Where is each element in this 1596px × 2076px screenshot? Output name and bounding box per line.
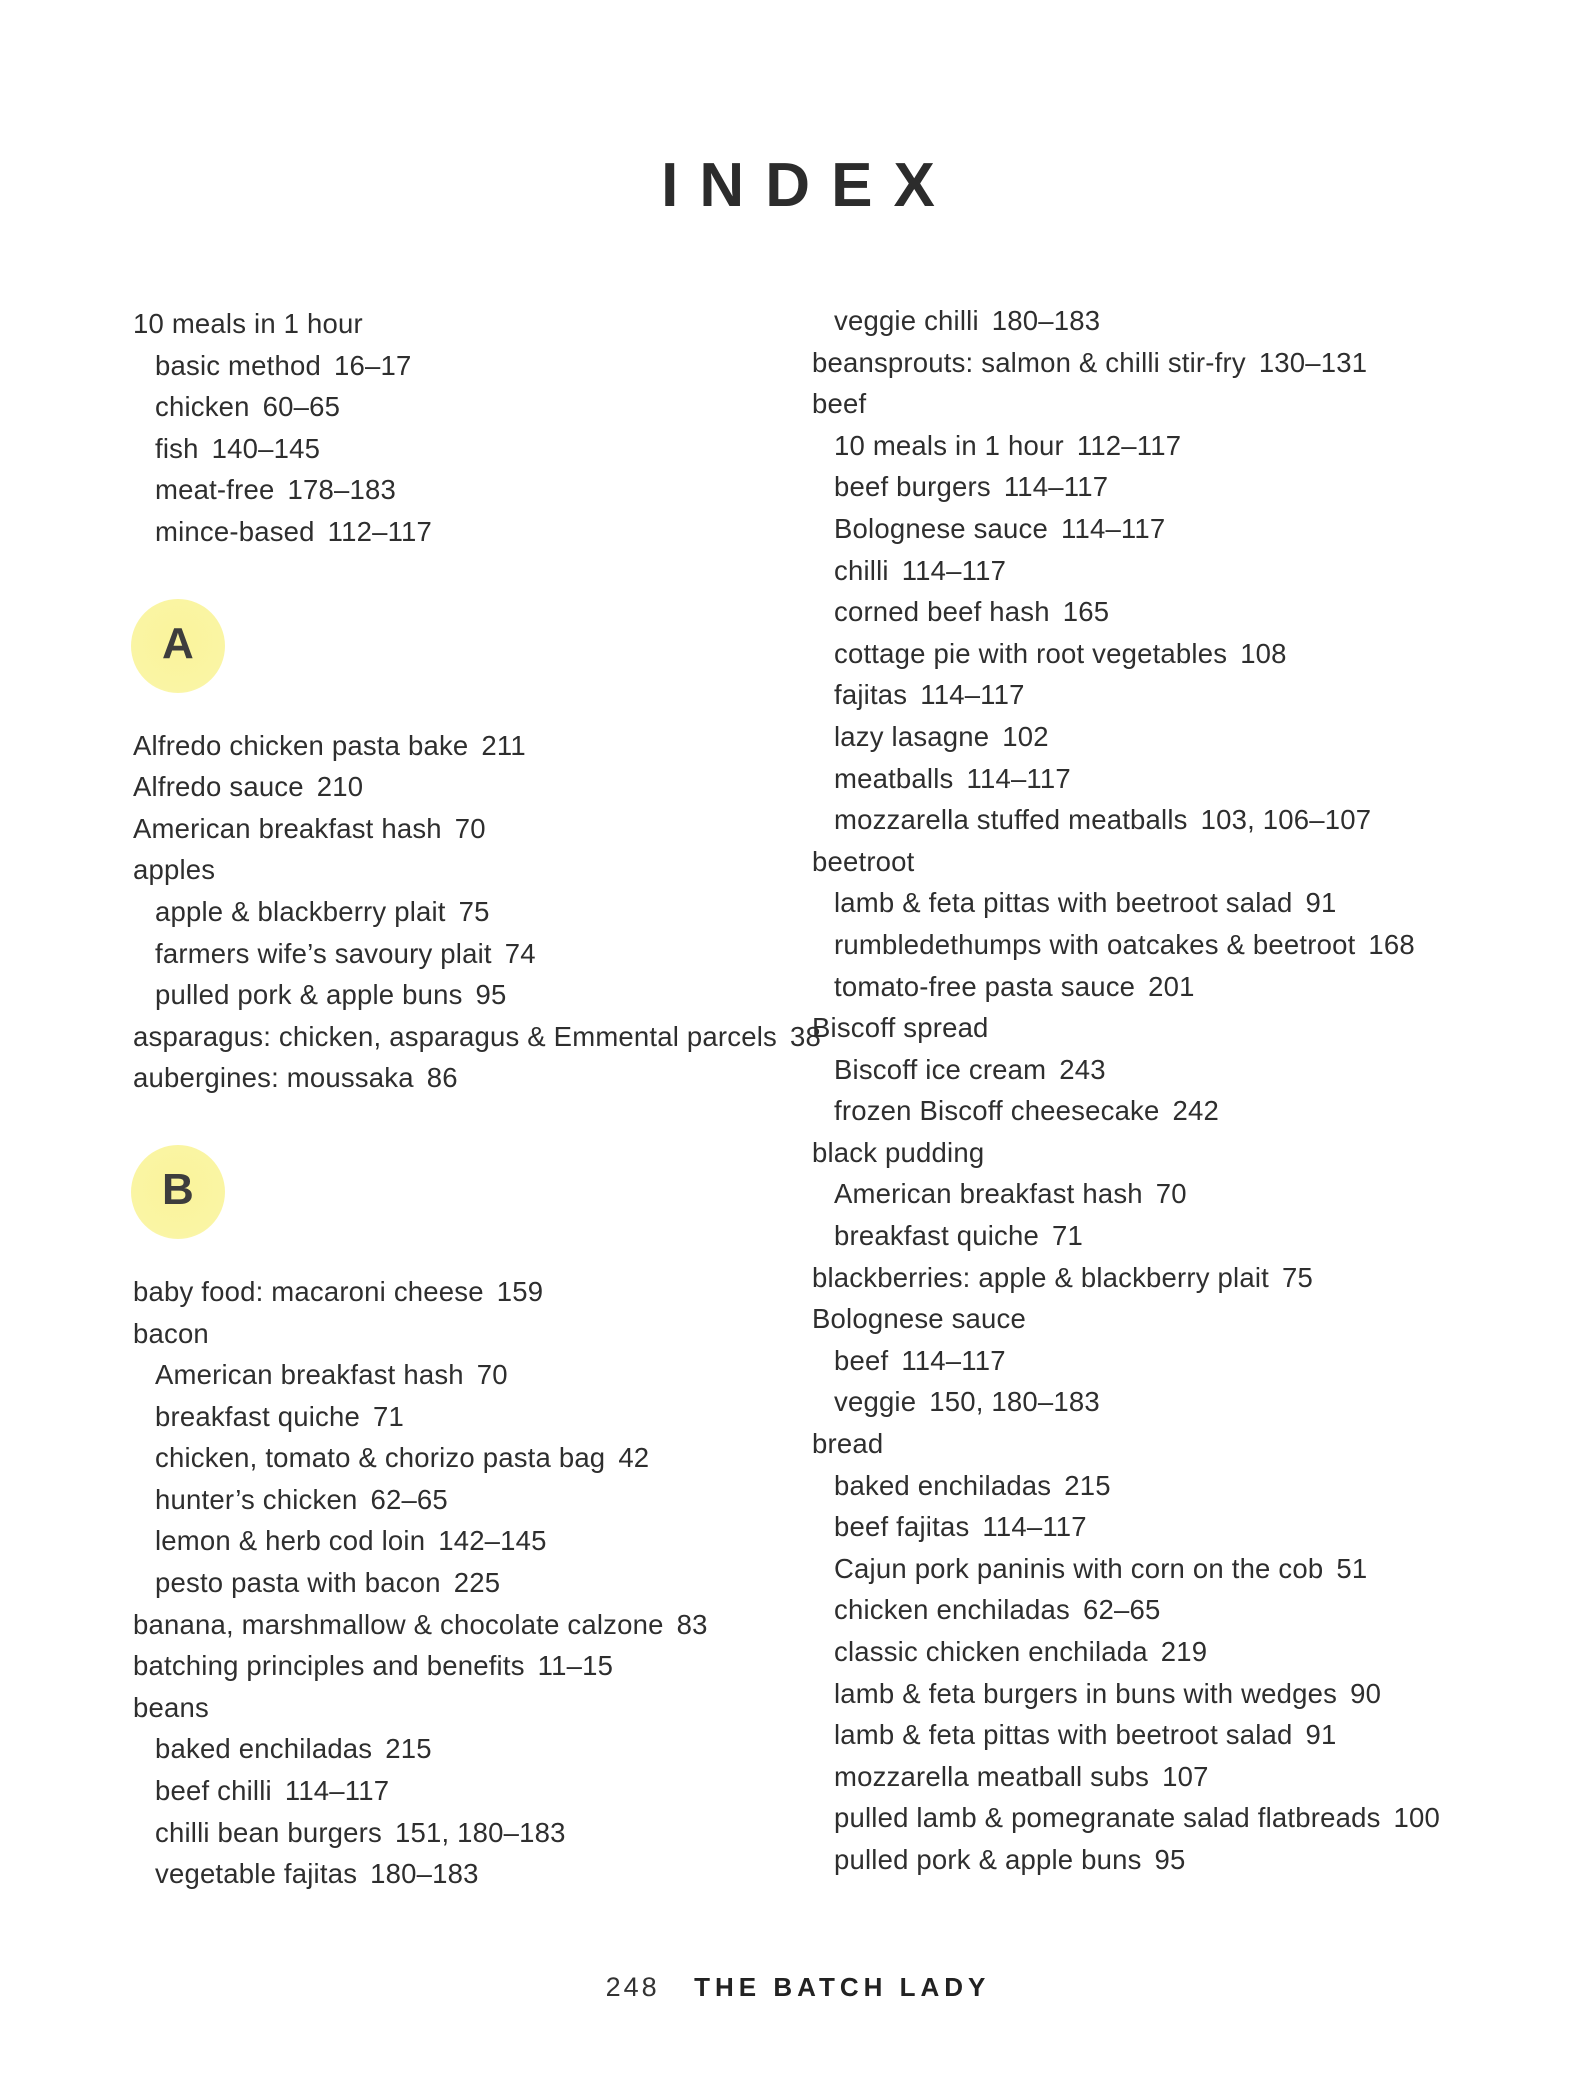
entry-label: beef chilli: [155, 1775, 272, 1807]
index-entry: [812, 508, 1512, 550]
entry-label: cottage pie with root vegetables: [834, 637, 1228, 669]
index-entry: [133, 303, 793, 345]
entry-label: aubergines: moussaka: [133, 1062, 414, 1094]
index-entry: [812, 1381, 1512, 1423]
entry-pages: 150, 180–183: [929, 1386, 1100, 1418]
entry-label: lamb & feta burgers in buns with wedges: [834, 1677, 1338, 1709]
page-title: INDEX: [661, 150, 956, 220]
entry-label: beef fajitas: [834, 1511, 970, 1543]
entry-pages: 211: [481, 729, 526, 761]
entry-pages: 114–117: [284, 1775, 390, 1807]
entry-label: apple & blackberry plait: [155, 895, 446, 927]
index-column-right: [812, 300, 1512, 1881]
entry-label: blackberries: apple & blackberry plait: [812, 1261, 1269, 1293]
index-entry: [133, 1396, 793, 1438]
letter-label: A: [162, 618, 194, 668]
entry-pages: 60–65: [262, 391, 341, 423]
entry-pages: 151, 180–183: [394, 1816, 566, 1848]
index-entry: [812, 591, 1512, 633]
entry-pages: 219: [1160, 1636, 1208, 1667]
entry-label: meatballs: [834, 762, 954, 794]
entry-pages: 242: [1172, 1095, 1219, 1127]
entry-pages: 159: [496, 1275, 544, 1307]
entry-label: Bolognese sauce: [812, 1303, 1026, 1335]
entry-label: meat-free: [155, 474, 275, 506]
entry-label: American breakfast hash: [834, 1178, 1143, 1210]
entry-label: Cajun pork paninis with corn on the cob: [834, 1552, 1324, 1584]
entry-label: classic chicken enchilada: [834, 1636, 1148, 1667]
entry-label: frozen Biscoff cheesecake: [834, 1095, 1160, 1127]
entry-pages: 168: [1368, 928, 1415, 960]
entry-label: veggie: [834, 1386, 917, 1418]
index-entry: [812, 300, 1512, 342]
index-entry: [812, 1215, 1512, 1257]
entry-pages: 103, 106–107: [1200, 804, 1372, 836]
entry-pages: 178–183: [287, 474, 396, 506]
entry-pages: 225: [453, 1567, 501, 1599]
index-entry: [812, 1132, 1512, 1174]
entry-pages: 70: [476, 1359, 508, 1391]
index-entry: [133, 345, 793, 387]
entry-pages: 114–117: [982, 1511, 1087, 1543]
entry-label: breakfast quiche: [834, 1220, 1039, 1252]
entry-label: chicken enchiladas: [834, 1594, 1070, 1626]
entry-label: Bolognese sauce: [834, 512, 1048, 544]
entry-pages: 38: [789, 1020, 821, 1052]
index-entry: [133, 1770, 793, 1812]
entry-pages: 114–117: [901, 1344, 1006, 1376]
index-entry: [812, 425, 1512, 467]
entry-pages: 108: [1240, 637, 1287, 669]
entry-pages: 243: [1059, 1053, 1106, 1085]
entry-label: beef burgers: [834, 471, 991, 503]
entry-label: bacon: [133, 1317, 209, 1349]
entry-label: baked enchiladas: [155, 1733, 373, 1765]
entry-label: beef: [834, 1344, 889, 1376]
entry-pages: 71: [373, 1400, 404, 1432]
entry-pages: 62–65: [1082, 1594, 1161, 1626]
book-title: THE BATCH LADY: [694, 1972, 991, 2002]
entry-label: black pudding: [812, 1136, 985, 1168]
index-entry: [812, 1839, 1512, 1881]
entry-pages: 71: [1052, 1220, 1083, 1252]
entry-label: chicken: [155, 391, 250, 423]
entry-label: 10 meals in 1 hour: [834, 429, 1064, 461]
entry-pages: 102: [1002, 720, 1049, 752]
letter-label: B: [162, 1164, 194, 1214]
index-entry: [133, 428, 793, 470]
entry-label: Biscoff spread: [812, 1012, 989, 1044]
entry-label: lamb & feta pittas with beetroot salad: [834, 887, 1293, 919]
index-entry: [133, 1562, 793, 1604]
entry-pages: 74: [504, 937, 536, 969]
index-entry: [133, 1520, 793, 1562]
index-entry: [133, 469, 793, 511]
entry-label: lemon & herb cod loin: [155, 1525, 426, 1557]
index-entry: [812, 383, 1512, 425]
entry-pages: 165: [1062, 596, 1110, 628]
index-entry: [133, 725, 793, 767]
entry-label: 10 meals in 1 hour: [133, 308, 363, 339]
entry-pages: 75: [1282, 1261, 1313, 1293]
index-entry: [812, 1506, 1512, 1548]
entry-pages: 70: [1155, 1178, 1187, 1210]
index-entry: [133, 1016, 821, 1058]
entry-pages: 91: [1305, 887, 1337, 919]
index-entry: [133, 1313, 793, 1355]
entry-pages: 142–145: [438, 1525, 547, 1557]
letter-section-badge: [131, 599, 225, 693]
index-entry: [812, 1589, 1512, 1631]
entry-label: breakfast quiche: [155, 1400, 360, 1432]
index-entry: [133, 1271, 793, 1313]
entry-pages: 91: [1305, 1719, 1337, 1751]
index-entry: [133, 1604, 793, 1646]
entry-pages: 140–145: [211, 432, 321, 464]
entry-pages: 107: [1162, 1760, 1209, 1792]
index-entry: [812, 716, 1512, 758]
entry-label: tomato-free pasta sauce: [834, 970, 1136, 1002]
page-footer: [0, 1972, 1596, 2003]
entry-label: apples: [133, 854, 216, 886]
entry-label: beef: [812, 388, 867, 420]
index-entry: [812, 1298, 1512, 1340]
entry-pages: 180–183: [370, 1858, 479, 1890]
entry-pages: 201: [1148, 970, 1195, 1002]
entry-label: American breakfast hash: [133, 812, 442, 844]
entry-label: Biscoff ice cream: [834, 1053, 1047, 1085]
index-entry: [812, 466, 1512, 508]
entry-label: fish: [155, 432, 199, 464]
entry-pages: 114–117: [920, 679, 1025, 711]
entry-label: Alfredo sauce: [133, 771, 304, 803]
index-entry: [812, 882, 1512, 924]
entry-label: farmers wife’s savoury plait: [155, 937, 492, 969]
entry-pages: 75: [458, 895, 490, 927]
index-entry: [812, 1257, 1512, 1299]
index-entry: [812, 1173, 1512, 1215]
index-entry: [133, 849, 793, 891]
index-entry: [133, 1479, 793, 1521]
index-entry: [812, 1049, 1512, 1091]
entry-label: mozzarella stuffed meatballs: [834, 804, 1188, 836]
index-entry: [812, 1631, 1512, 1673]
entry-label: chilli bean burgers: [155, 1816, 382, 1848]
entry-pages: 114–117: [901, 554, 1007, 586]
entry-label: hunter’s chicken: [155, 1483, 358, 1515]
index-entry: [812, 1007, 1512, 1049]
index-entry: [133, 891, 793, 933]
entry-pages: 11–15: [537, 1650, 614, 1682]
entry-pages: 42: [618, 1442, 650, 1474]
entry-pages: 130–131: [1258, 346, 1368, 378]
index-entry: [812, 550, 1512, 592]
index-entry: [133, 933, 793, 975]
entry-label: lamb & feta pittas with beetroot salad: [834, 1719, 1293, 1751]
entry-label: basic method: [155, 349, 321, 381]
index-entry: [133, 766, 793, 808]
entry-pages: 114–117: [1061, 512, 1166, 544]
index-entry: [812, 342, 1512, 384]
index-entry: [812, 1465, 1512, 1507]
entry-pages: 112–117: [1076, 429, 1182, 461]
index-entry: [812, 1548, 1512, 1590]
entry-pages: 62–65: [370, 1483, 448, 1515]
index-entry: [812, 966, 1512, 1008]
index-entry: [133, 1812, 793, 1854]
entry-label: pulled lamb & pomegranate salad flatbreads: [834, 1802, 1381, 1834]
entry-pages: 95: [475, 979, 507, 1011]
entry-label: chilli: [834, 554, 889, 586]
entry-label: pulled pork & apple buns: [155, 979, 463, 1011]
entry-pages: 215: [385, 1733, 432, 1765]
entry-pages: 210: [316, 771, 364, 803]
index-entry: [133, 386, 793, 428]
entry-label: chicken, tomato & chorizo pasta bag: [155, 1442, 606, 1474]
entry-label: Alfredo chicken pasta bake: [133, 729, 469, 761]
entry-pages: 95: [1154, 1843, 1186, 1875]
entry-label: mince-based: [155, 515, 315, 547]
index-entry: [812, 1714, 1512, 1756]
entry-pages: 86: [426, 1062, 458, 1094]
entry-pages: 51: [1336, 1552, 1368, 1584]
index-entry: [812, 1340, 1512, 1382]
index-entry: [812, 1673, 1512, 1715]
entry-label: pesto pasta with bacon: [155, 1567, 441, 1599]
index-entry: [812, 633, 1512, 675]
entry-pages: 83: [676, 1608, 708, 1640]
entry-label: pulled pork & apple buns: [834, 1843, 1142, 1875]
entry-label: rumbledethumps with oatcakes & beetroot: [834, 928, 1356, 960]
page-number: 248: [605, 1972, 660, 2002]
entry-pages: 16–17: [333, 349, 412, 381]
index-entry: [133, 1057, 793, 1099]
entry-pages: 70: [454, 812, 486, 844]
entry-label: fajitas: [834, 679, 908, 711]
entry-pages: 112–117: [327, 515, 433, 547]
index-entry: [133, 1437, 793, 1479]
index-entry: [133, 1728, 793, 1770]
letter-section-badge: [131, 1145, 225, 1239]
index-entry: [133, 1645, 793, 1687]
entry-label: mozzarella meatball subs: [834, 1760, 1150, 1792]
entry-label: banana, marshmallow & chocolate calzone: [133, 1608, 664, 1640]
index-entry: [812, 1423, 1512, 1465]
entry-label: asparagus: chicken, asparagus & Emmental parcels: [133, 1020, 777, 1052]
entry-pages: 114–117: [1003, 471, 1109, 503]
entry-label: baby food: macaroni cheese: [133, 1275, 484, 1307]
index-entry: [812, 1090, 1512, 1132]
entry-pages: 100: [1393, 1802, 1441, 1834]
entry-label: bread: [812, 1428, 884, 1460]
index-entry: [133, 1687, 793, 1729]
index-entry: [812, 1797, 1512, 1839]
entry-label: baked enchiladas: [834, 1469, 1052, 1501]
index-entry: [133, 808, 793, 850]
entry-pages: 114–117: [966, 762, 1071, 794]
index-entry: [133, 1853, 793, 1895]
index-entry: [812, 758, 1512, 800]
index-column-left: [133, 303, 821, 1895]
entry-label: lazy lasagne: [834, 720, 990, 752]
entry-label: American breakfast hash: [155, 1359, 464, 1391]
entry-label: beansprouts: salmon & chilli stir-fry: [812, 346, 1246, 378]
index-entry: [812, 799, 1512, 841]
entry-pages: 90: [1350, 1677, 1382, 1709]
entry-label: beans: [133, 1691, 209, 1723]
index-entry: [133, 974, 793, 1016]
index-entry: [133, 1354, 793, 1396]
index-entry: [812, 924, 1512, 966]
entry-pages: 180–183: [991, 305, 1101, 336]
entry-label: vegetable fajitas: [155, 1858, 358, 1890]
index-entry: [133, 511, 793, 553]
entry-label: veggie chilli: [834, 305, 979, 336]
entry-label: batching principles and benefits: [133, 1650, 525, 1682]
entry-label: beetroot: [812, 845, 915, 877]
entry-label: corned beef hash: [834, 596, 1050, 628]
index-entry: [812, 841, 1512, 883]
index-entry: [812, 674, 1512, 716]
entry-pages: 215: [1064, 1469, 1111, 1501]
index-entry: [812, 1756, 1512, 1798]
